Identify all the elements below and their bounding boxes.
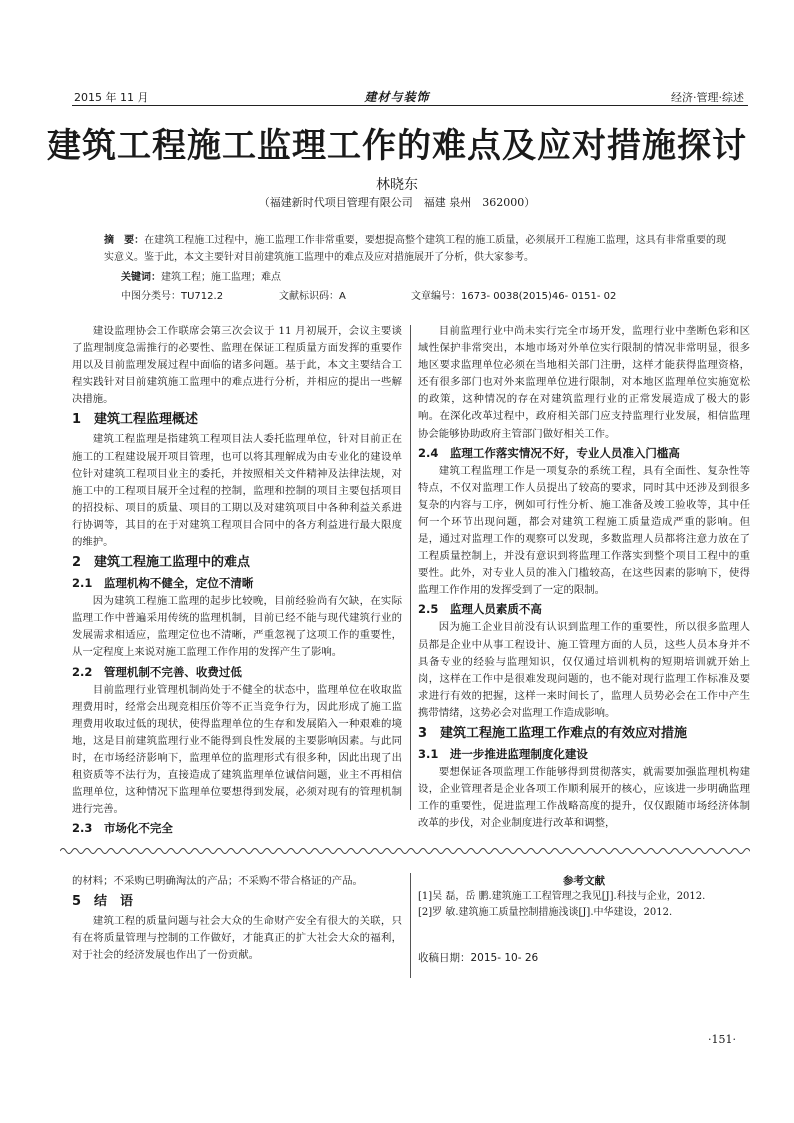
section-1-heading: 1 建筑工程监理概述 (72, 412, 199, 428)
section-2-5-heading: 2.5 监理人员素质不高 (418, 602, 542, 617)
section-5-heading: 5 结 语 (72, 894, 134, 910)
keywords-text: 建筑工程；施工监理；难点 (161, 272, 281, 283)
section-2-heading: 2 建筑工程施工监理中的难点 (72, 555, 251, 571)
abstract-label: 摘 要： (104, 235, 145, 246)
section-3-heading: 3 建筑工程施工监理工作难点的有效应对措施 (418, 725, 688, 741)
references (418, 873, 750, 921)
clc-number: 中图分类号：TU712.2 (121, 291, 224, 302)
section-1-text: 建筑工程监理是指建筑工程项目法人委托监理单位，针对目前正在施工的工程建设展开项目管理，也可以将其理解成为由专业化的建设单位针对建筑工程项目业主的委托，并按照相关文件精神及法律法规，对施工中的工程项目展开全过程的控制，监理和控制的项目主要包括项目的招投标、项目的质量、项目的工期以及对建筑项目中各种利益关系进行协调等，其目的在于对建筑工程项目合同中的各方利益进行最大限度的维护。 (72, 433, 402, 549)
reference-item: [2]罗 敏.建筑施工质量控制措施浅谈[J].中华建设，2012. (418, 907, 673, 918)
continued-column (72, 873, 402, 964)
wavy-separator (60, 844, 750, 858)
abstract (104, 233, 726, 266)
body-column-left (72, 323, 402, 838)
keywords (121, 268, 281, 283)
received-date: 收稿日期：2015- 10- 26 (418, 952, 539, 964)
section-2-2-heading: 2.2 管理机制不完善、收费过低 (72, 664, 242, 679)
paper-title: 建筑工程施工监理工作的难点及应对措施探讨 (47, 126, 747, 166)
header-rule (72, 105, 748, 106)
section-3-1-text: 要想保证各项监理工作能够得到贯彻落实，就需要加强监理机构建设，企业管理者是企业各项工作顺利展开的核心，应该进一步明确监理工作的重要性，促进监理工作战略高度的提升，仅仅跟随市场经济体制改革的步伐，对企业制度进行改革和调整， (418, 765, 750, 830)
keywords-label: 关键词： (121, 272, 161, 283)
body-column-right (418, 323, 750, 832)
continued-text: 的材料；不采购已明确淘汰的产品；不采购不带合格证的产品。 (72, 875, 363, 887)
section-2-4-heading: 2.4 监理工作落实情况不好，专业人员准入门槛高 (418, 445, 680, 460)
column-divider (410, 325, 411, 810)
section-2-3-heading: 2.3 市场化不完全 (72, 821, 173, 836)
affiliation: （福建新时代项目管理有限公司 福建 泉州 362000） (258, 196, 536, 209)
intro-paragraph: 建设监理协会工作联席会第三次会议于 11 月初展开，会议主要谈了监理制度急需推行的必要性、监理在保证工程质量方面发挥的重要作用以及目前监理发展过程中面临的诸多问题。基于此，本文主要结合工程实践针对目前建筑施工监理中的难点进行分析，并相应的提出一些解决措施。 (72, 325, 402, 406)
journal-name: 建材与装饰 (364, 90, 430, 104)
page-number: ·151· (708, 1033, 736, 1046)
section-2-4-text: 建筑工程监理工作是一项复杂的系统工程，具有全面性、复杂性等特点，不仅对监理工作人员提出了较高的要求，同时其中还涉及到很多复杂的内容与工序，例如可行性分析、施工准备及竣工验收等，其中任何一个环节出现问题，都会对建筑工程施工质量造成严重的影响。但是，通过对监理工作的观察可以发现，多数监理人员都将注意力放在了工程质量控制上，并没有意识到将监理工作落实到整个项目工程中的重要性。此外，对专业人员的准入门槛较高，在这些因素的影响下，使得监理工作作用的发挥受到了一定的限制。 (418, 464, 750, 597)
bottom-column-divider (410, 873, 411, 978)
section-2-3-text: 目前监理行业中尚未实行完全市场开发，监理行业中垄断色彩和区域性保护非常突出，本地市场对外单位实行限制的情况非常明显，很多地区要求监理单位必须在当地相关部门注册，这样才能获得监理资格，还有很多部门也对外来监理单位进行限制，对本地区监理单位实施宽松的政策，这种情况的存在对建筑监理行业的正常发展造成了极大的影响。在深化改革过程中，政府相关部门应支持监理行业发展，相信监理协会能够协助政府主管部门做好相关工作。 (418, 325, 750, 440)
abstract-text: 在建筑工程施工过程中，施工监理工作非常重要，要想提高整个建筑工程的施工质量，必须展开工程施工监理，这具有非常重要的现实意义。鉴于此，本文主要针对目前建筑施工监理中的难点及应对措施展开了分析，供大家参考。 (104, 235, 727, 263)
section-2-2-text: 目前监理行业管理机制尚处于不健全的状态中，监理单位在收取监理费用时，经常会出现竞相压价等不正当竞争行为，因此形成了施工监理费用收取过低的现状，使得监理单位的生存和发展陷入一种艰难的境地，这是目前建筑监理行业不能得到良性发展的主要影响因素。与此同时，在市场经济影响下，监理单位的监理形式有很多种，因此出现了出租资质等不法行为，直接造成了建筑监理单位诚信问题，业主不再相信监理单位，这种情况下监理单位要想得到发展，必须对现有的管理机制进行完善。 (72, 683, 402, 816)
section-5-text: 建筑工程的质量问题与社会大众的生命财产安全有很大的关联，只有在将质量管理与控制的工作做好，才能真正的扩大社会大众的福利，对于社会的经济发展也作出了一份贡献。 (72, 915, 402, 962)
reference-item: [1]吴 磊，岳 鹏.建筑施工工程管理之我见[J].科技与企业，2012. (418, 891, 706, 902)
section-2-1-text: 因为建筑工程施工监理的起步比较晚，目前经验尚有欠缺，在实际监理工作中普遍采用传统的监理机制，目前已经不能与现代建筑行业的发展需求相适应，监理定位也不清晰，严重忽视了这项工作的重要性，从一定程度上来说对施工监理工作作用的发挥产生了影响。 (72, 595, 402, 659)
article-number: 文章编号：1673- 0038(2015)46- 0151- 02 (411, 291, 617, 302)
references-title: 参考文献 (563, 875, 605, 887)
header-section: 经济·管理·综述 (671, 91, 744, 104)
header-date: 2015 年 11 月 (74, 91, 149, 104)
author: 林晓东 (376, 177, 418, 193)
section-2-5-text: 因为施工企业目前没有认识到监理工作的重要性，所以很多监理人员都是企业中从事工程设计、施工管理方面的人员，这些人员本身并不具备专业的经验与监理知识，仅仅通过培训机构的短期培训就开始上岗，这样在工作中是很难发现问题的，也不能对现行监理工作标准及要求进行有效的把握，这样一来时间长了，监理人员势必会在工作中产生携带情绪，这势必会对监理工作造成影响。 (418, 621, 750, 719)
document-code: 文献标识码：A (279, 291, 346, 302)
section-3-1-heading: 3.1 进一步推进监理制度化建设 (418, 746, 588, 761)
section-2-1-heading: 2.1 监理机构不健全，定位不清晰 (72, 576, 254, 591)
